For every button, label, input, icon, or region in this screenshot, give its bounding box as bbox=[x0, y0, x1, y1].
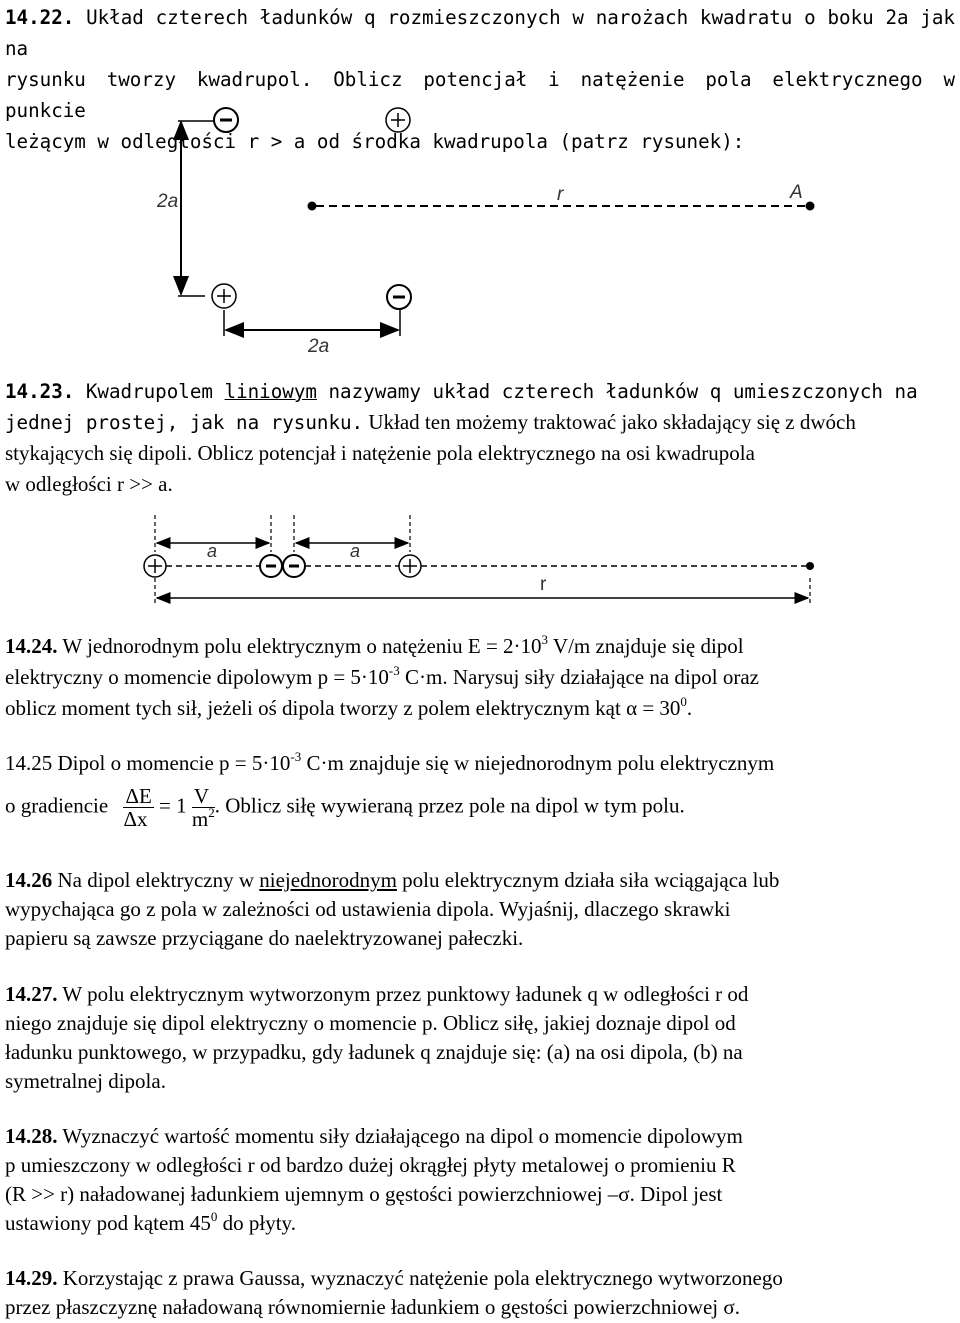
text: Kwadrupolem bbox=[85, 380, 213, 403]
superscript: 2 bbox=[208, 805, 215, 820]
a-label-1: a bbox=[207, 541, 218, 561]
fraction-denominator: Δx bbox=[123, 807, 148, 831]
superscript: 3 bbox=[541, 632, 549, 647]
point-a-label: A bbox=[790, 182, 803, 203]
problem-14-27-line-3: ładunku punktowego, w przypadku, gdy ładunek q znajduje się: (a) na osi dipola, (b) na bbox=[5, 1040, 743, 1064]
fraction-numerator: V bbox=[192, 785, 215, 808]
fraction-numerator: ΔE bbox=[125, 784, 152, 808]
unit-fraction bbox=[192, 785, 215, 830]
problem-number: 14.26 bbox=[5, 868, 53, 892]
text: m bbox=[191, 807, 209, 831]
center-point bbox=[308, 202, 317, 211]
text: . Oblicz siłę wywieraną przez pole na dipol w tym polu. bbox=[214, 793, 685, 818]
problem-14-24 bbox=[5, 631, 955, 724]
problem-14-24-line-2 bbox=[5, 662, 955, 693]
text: jednej prostej, jak na rysunku. bbox=[5, 411, 364, 434]
text: nazywamy układ czterech ładunków q umieszczonych na bbox=[328, 380, 918, 403]
problem-14-27 bbox=[5, 980, 955, 1096]
text: o gradiencie bbox=[5, 793, 109, 818]
problem-14-25 bbox=[5, 748, 955, 830]
text: Układ czterech ładunków q rozmieszczonych w narożach kwadratu o boku 2a jak na bbox=[5, 6, 955, 60]
problem-number: 14.23. bbox=[5, 380, 75, 403]
superscript: 0 bbox=[210, 1209, 218, 1224]
problem-number: 14.29. bbox=[5, 1266, 58, 1290]
text: do płyty. bbox=[217, 1211, 296, 1235]
problem-14-22-line-1 bbox=[5, 2, 955, 64]
problem-14-25-line-2 bbox=[5, 785, 955, 830]
text: C·m znajduje się w niejednorodnym polu elektrycznym bbox=[301, 751, 775, 775]
problem-14-27-line-4: symetralnej dipola. bbox=[5, 1069, 166, 1093]
text: W polu elektrycznym wytworzonym przez punktowy ładunek q w odległości r od bbox=[62, 982, 749, 1006]
underlined-text: liniowym bbox=[224, 380, 317, 403]
charge-minus-1 bbox=[260, 555, 282, 577]
charge-plus-right bbox=[399, 555, 421, 577]
problem-14-27-line-2: niego znajduje się dipol elektryczny o momencie p. Oblicz siłę, jakiej doznaje dipol od bbox=[5, 1011, 736, 1035]
problem-number: 14.25 bbox=[5, 751, 53, 775]
problem-14-26-line-1 bbox=[5, 866, 955, 895]
end-point bbox=[806, 562, 814, 570]
r-label: r bbox=[557, 184, 564, 205]
problem-14-28 bbox=[5, 1122, 955, 1238]
problem-14-22-line-3: leżącym w odległości r > a od środka kwadrupola (patrz rysunek): bbox=[5, 130, 745, 153]
linear-quadrupole-figure bbox=[0, 510, 960, 610]
underlined-text: niejednorodnym bbox=[259, 868, 397, 892]
superscript: -3 bbox=[290, 749, 302, 764]
problem-14-27-line-1 bbox=[5, 980, 955, 1009]
problem-number: 14.22. bbox=[5, 6, 75, 29]
problem-14-28-line-3: (R >> r) naładowanej ładunkiem ujemnym o gęstości powierzchniowej –σ. Dipol jest bbox=[5, 1182, 723, 1206]
charge-top-left bbox=[214, 108, 238, 132]
superscript: 0 bbox=[680, 694, 687, 709]
text: Wyznaczyć wartość momentu siły działającego na dipol o momencie dipolowym bbox=[62, 1124, 743, 1148]
text: Układ ten możemy traktować jako składający się z dwóch bbox=[368, 410, 856, 434]
point-a bbox=[806, 202, 815, 211]
a-label-2: a bbox=[350, 541, 361, 561]
problem-14-23-line-1 bbox=[5, 376, 955, 407]
problem-14-22-line-2: rysunku tworzy kwadrupol. Oblicz potencjał i natężenie pola elektrycznego w punkcie bbox=[5, 68, 955, 122]
side-label: 2a bbox=[157, 191, 179, 212]
superscript: -3 bbox=[388, 663, 400, 678]
problem-14-24-line-3 bbox=[5, 693, 955, 724]
text: Dipol o momencie p = 5·10 bbox=[57, 751, 291, 775]
problem-number: 14.27. bbox=[5, 982, 58, 1006]
problem-14-23-line-3: stykających się dipoli. Oblicz potencjał i natężenie pola elektrycznego na osi kwadrupola bbox=[5, 441, 755, 465]
problem-14-23-line-2 bbox=[5, 407, 955, 438]
problem-number: 14.28. bbox=[5, 1124, 58, 1148]
problem-14-29-line-1 bbox=[5, 1264, 955, 1293]
text: Na dipol elektryczny w bbox=[57, 868, 255, 892]
charge-bottom-right bbox=[387, 285, 411, 309]
quadrupole-square-figure bbox=[0, 100, 960, 360]
charge-minus-2 bbox=[283, 555, 305, 577]
problem-14-28-line-1 bbox=[5, 1122, 955, 1151]
charge-top-right bbox=[386, 108, 410, 132]
bottom-label: 2a bbox=[308, 336, 330, 357]
text: elektryczny o momencie dipolowym p = 5·10 bbox=[5, 665, 389, 689]
text: ustawiony pod kątem 45 bbox=[5, 1211, 211, 1235]
problem-14-24-line-1 bbox=[5, 631, 955, 662]
text: W jednorodnym polu elektrycznym o natężeniu E = 2·10 bbox=[62, 634, 542, 658]
r-label: r bbox=[540, 574, 547, 595]
text: . bbox=[686, 696, 693, 720]
fraction-denominator bbox=[191, 805, 215, 831]
equals-one: = 1 bbox=[159, 793, 187, 818]
text: polu elektrycznym działa siła wciągająca lub bbox=[402, 868, 780, 892]
problem-14-23-line-4: w odległości r >> a. bbox=[5, 472, 173, 496]
problem-number: 14.24. bbox=[5, 634, 58, 658]
problem-14-25-line-1 bbox=[5, 748, 955, 779]
problem-14-26-line-2: wypychająca go z pola w zależności od ustawienia dipola. Wyjaśnij, dlaczego skrawki bbox=[5, 897, 731, 921]
problem-14-23 bbox=[5, 376, 955, 500]
problem-14-29 bbox=[5, 1264, 955, 1322]
gradient-fraction bbox=[123, 785, 153, 830]
charge-bottom-left bbox=[212, 284, 236, 308]
text: C·m. Narysuj siły działające na dipol oraz bbox=[399, 665, 759, 689]
charge-plus-left bbox=[144, 555, 166, 577]
problem-14-29-line-2: przez płaszczyznę naładowaną równomiernie ładunkiem o gęstości powierzchniowej σ. bbox=[5, 1295, 740, 1319]
problem-14-28-line-4 bbox=[5, 1209, 955, 1238]
text: oblicz moment tych sił, jeżeli oś dipola tworzy z polem elektrycznym kąt α = 30 bbox=[5, 696, 681, 720]
problem-14-28-line-2: p umieszczony w odległości r od bardzo dużej okrągłej płyty metalowej o promieniu R bbox=[5, 1153, 736, 1177]
text: V/m znajduje się dipol bbox=[548, 634, 744, 658]
problem-14-26-line-3: papieru są zawsze przyciągane do naelektryzowanej pałeczki. bbox=[5, 926, 524, 950]
problem-14-26 bbox=[5, 866, 955, 953]
text: Korzystając z prawa Gaussa, wyznaczyć natężenie pola elektrycznego wytworzonego bbox=[62, 1266, 783, 1290]
